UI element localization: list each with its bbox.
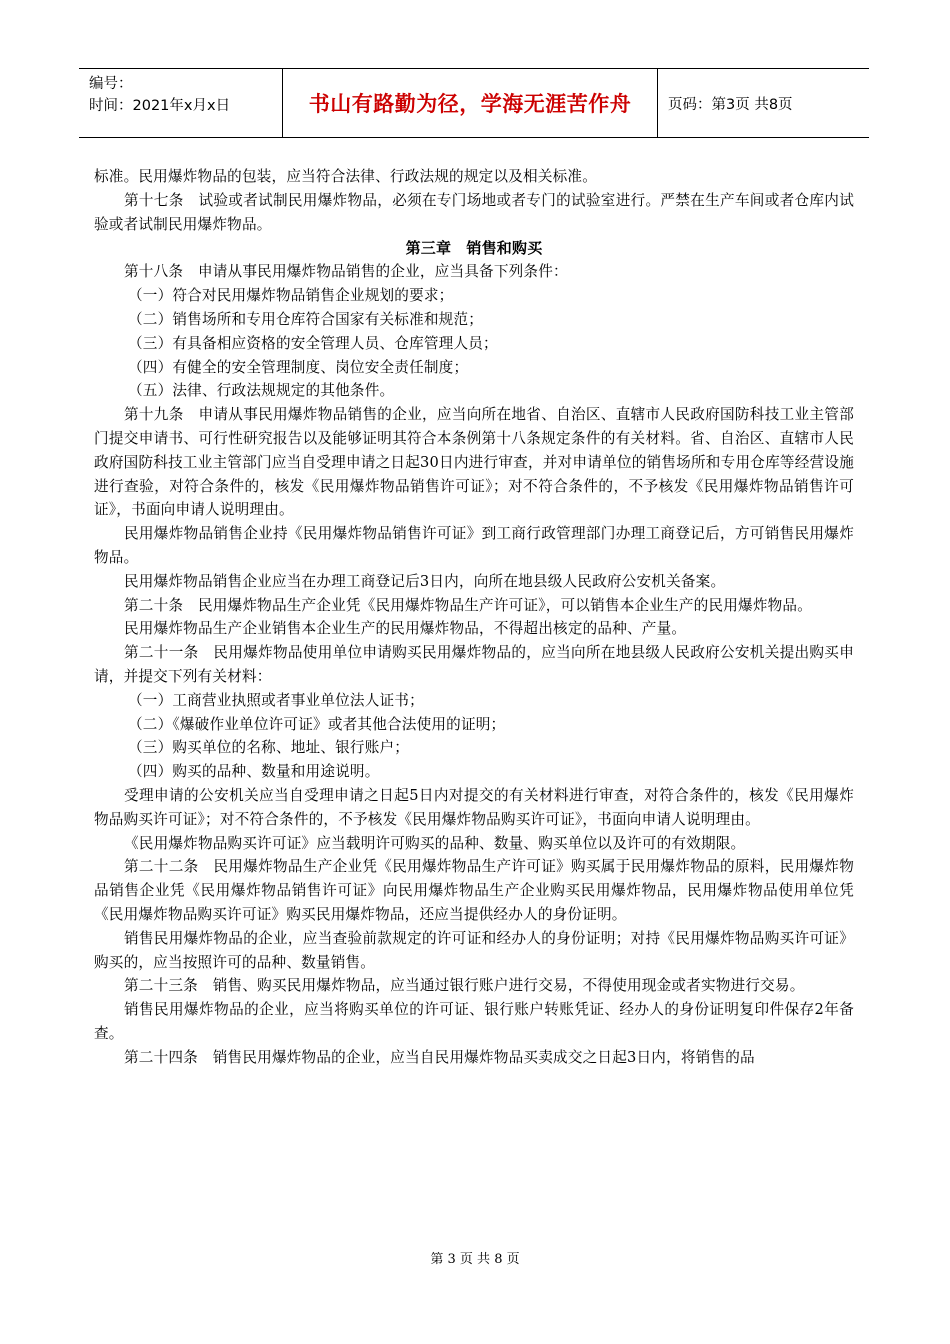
page-header [79, 68, 869, 138]
paragraph: 民用爆炸物品生产企业销售本企业生产的民用爆炸物品，不得超出核定的品种、产量。 [124, 620, 687, 638]
paragraph: 第二十一条 民用爆炸物品使用单位申请购买民用爆炸物品的，应当向所在地县级人民政府公安机关提出购买申请，并提交下列有关材料： [94, 644, 854, 685]
paragraph: 第十九条 申请从事民用爆炸物品销售的企业，应当向所在地省、自治区、直辖市人民政府国防科技工业主管部门提交申请书、可行性研究报告以及能够证明其符合本条例第十八条规定条件的有关材料。省、自治区、直辖市人民政府国防科技工业主管部门应当自受理申请之日起30日内进行审查，并对申请单位的销售场所和专用仓库等经营设施进行查验，对符合条件的，核发《民用爆炸物品销售许可证》；对不符合条件的，不予核发《民用爆炸物品销售许可证》，书面向申请人说明理由。 [94, 406, 854, 519]
list-item: （二）销售场所和专用仓库符合国家有关标准和规范； [128, 310, 484, 328]
page-footer: 第 3 页 共 8 页 [430, 1252, 520, 1267]
list-item: （四）有健全的安全管理制度、岗位安全责任制度； [128, 358, 469, 376]
list-item: （二）《爆破作业单位许可证》或者其他合法使用的证明； [128, 715, 506, 733]
paragraph: 第二十四条 销售民用爆炸物品的企业，应当自民用爆炸物品买卖成交之日起3日内，将销售的品 [124, 1048, 755, 1066]
document-number: 编号： [89, 76, 133, 92]
document-time: 时间：2021年x月x日 [89, 98, 231, 114]
paragraph: 第二十三条 销售、购买民用爆炸物品，应当通过银行账户进行交易，不得使用现金或者实物进行交易。 [124, 977, 805, 995]
paragraph: 销售民用爆炸物品的企业，应当查验前款规定的许可证和经办人的身份证明；对持《民用爆炸物品购买许可证》购买的，应当按照许可的品种、数量销售。 [94, 929, 854, 971]
list-item: （三）购买单位的名称、地址、银行账户； [128, 739, 410, 757]
paragraph: 《民用爆炸物品购买许可证》应当载明许可购买的品种、数量、购买单位以及许可的有效期限。 [124, 834, 746, 852]
paragraph: 第十八条 申请从事民用爆炸物品销售的企业，应当具备下列条件： [124, 263, 568, 281]
paragraph: 标准。民用爆炸物品的包装，应当符合法律、行政法规的规定以及相关标准。 [94, 168, 597, 185]
list-item: （四）购买的品种、数量和用途说明。 [128, 763, 380, 781]
list-item: （五）法律、行政法规规定的其他条件。 [128, 382, 395, 400]
paragraph: 第二十条 民用爆炸物品生产企业凭《民用爆炸物品生产许可证》，可以销售本企业生产的民用爆炸物品。 [124, 596, 813, 614]
document-body [94, 165, 854, 1069]
list-item: （一）符合对民用爆炸物品销售企业规划的要求； [128, 287, 454, 305]
paragraph: 第二十二条 民用爆炸物品生产企业凭《民用爆炸物品生产许可证》购买属于民用爆炸物品的原料，民用爆炸物品销售企业凭《民用爆炸物品销售许可证》向民用爆炸物品生产企业购买民用爆炸物品，民用爆炸物品使用单位凭《民用爆炸物品购买许可证》购买民用爆炸物品，还应当提供经办人的身份证明。 [94, 858, 854, 923]
header-motto: 书山有路勤为径，学海无涯苦作舟 [283, 69, 658, 137]
list-item: （三）有具备相应资格的安全管理人员、仓库管理人员； [128, 334, 498, 352]
paragraph: 第十七条 试验或者试制民用爆炸物品，必须在专门场地或者专门的试验室进行。严禁在生产车间或者仓库内试验或者试制民用爆炸物品。 [94, 191, 854, 233]
header-page-number: 页码：第3页 共8页 [668, 96, 793, 113]
paragraph: 受理申请的公安机关应当自受理申请之日起5日内对提交的有关材料进行审查，对符合条件的，核发《民用爆炸物品购买许可证》；对不符合条件的，不予核发《民用爆炸物品购买许可证》，书面向申请人说明理由。 [94, 786, 854, 828]
header-meta [79, 69, 283, 137]
chapter-title: 第三章 销售和购买 [405, 239, 543, 258]
paragraph: 民用爆炸物品销售企业持《民用爆炸物品销售许可证》到工商行政管理部门办理工商登记后，方可销售民用爆炸物品。 [94, 525, 854, 566]
paragraph: 销售民用爆炸物品的企业，应当将购买单位的许可证、银行账户转账凭证、经办人的身份证明复印件保存2年备查。 [94, 1001, 854, 1042]
list-item: （一）工商营业执照或者事业单位法人证书； [128, 691, 424, 709]
paragraph: 民用爆炸物品销售企业应当在办理工商登记后3日内，向所在地县级人民政府公安机关备案。 [124, 572, 726, 590]
